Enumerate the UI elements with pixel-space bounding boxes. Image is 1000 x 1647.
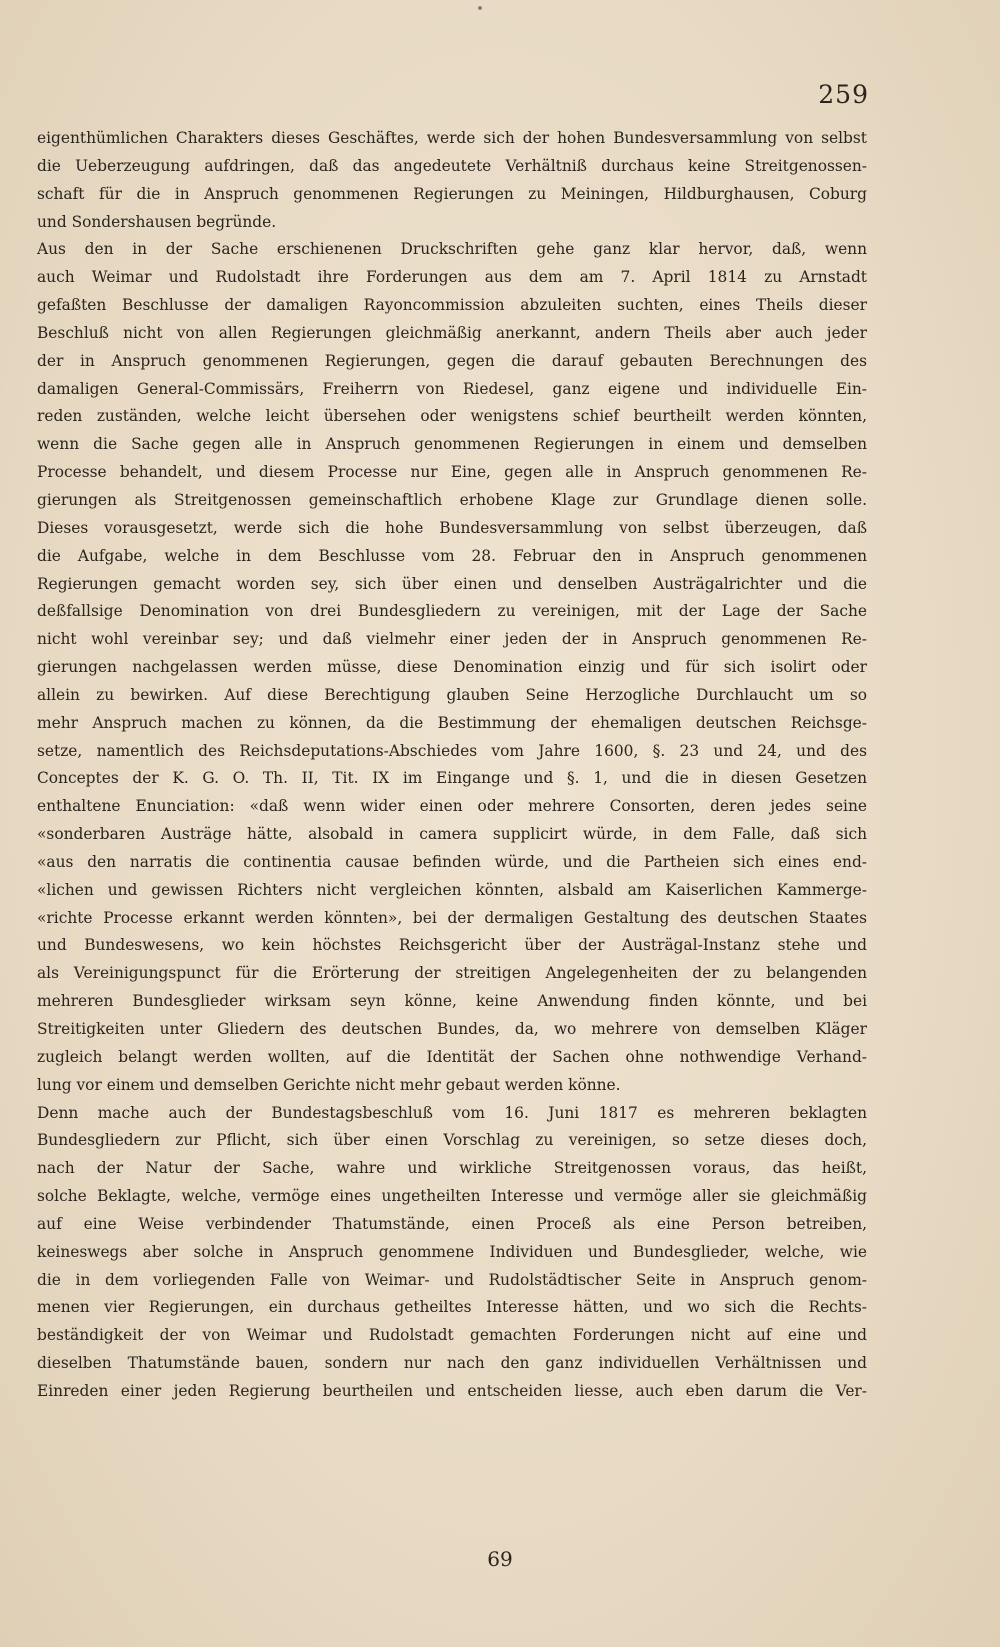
paper-speck: [478, 6, 482, 10]
text-line: mehr Anspruch machen zu können, da die Bestimmung der ehemaligen deutschen Reichsge-: [37, 713, 867, 732]
text-line: als Vereinigungspunct für die Erörterung der streitigen Angelegenheiten der zu belangenden: [37, 964, 867, 983]
text-line: «lichen und gewissen Richters nicht vergleichen könnten, alsbald am Kaiserlichen Kammerge-: [37, 880, 867, 899]
text-line: wenn die Sache gegen alle in Anspruch genommenen Regierungen in einem und demselben: [37, 435, 867, 454]
text-line: und Sondershausen begründe.: [37, 212, 277, 231]
text-line: schaft für die in Anspruch genommenen Regierungen zu Meiningen, Hildburghausen, Coburg: [37, 184, 867, 203]
text-line: solche Beklagte, welche, vermöge eines ungetheilten Interesse und vermöge aller sie gleichmäßig: [37, 1187, 867, 1206]
text-line: Conceptes der K. G. O. Th. II, Tit. IX im Eingange und §. 1, und die in diesen Gesetzen: [37, 769, 867, 788]
text-line: gefaßten Beschlusse der damaligen Rayoncommission abzuleiten suchten, eines Theils dieser: [37, 296, 867, 315]
text-line: Streitigkeiten unter Gliedern des deutschen Bundes, da, wo mehrere von demselben Kläger: [37, 1020, 867, 1038]
text-line: «richte Processe erkannt werden könnten», bei der dermaligen Gestaltung des deutschen Staates: [37, 908, 867, 927]
text-line: deßfallsige Denomination von drei Bundesgliedern zu vereinigen, mit der Lage der Sache: [37, 602, 867, 621]
text-line: Processe behandelt, und diesem Processe nur Eine, gegen alle in Anspruch genommenen Re-: [37, 463, 867, 482]
text-line: nach der Natur der Sache, wahre und wirkliche Streitgenossen voraus, das heißt,: [37, 1159, 867, 1178]
text-line: auf eine Weise verbindender Thatumstände, einen Proceß als eine Person betreiben,: [37, 1214, 867, 1233]
text-line: damaligen General-Commissärs, Freiherrn von Riedesel, ganz eigene und individuelle Ein-: [37, 379, 867, 398]
text-line: Aus den in der Sache erschienenen Druckschriften gehe ganz klar hervor, daß, wenn: [37, 240, 867, 259]
text-line: Denn mache auch der Bundestagsbeschluß vom 16. Juni 1817 es mehreren beklagten: [37, 1103, 867, 1122]
text-line: setze, namentlich des Reichsdeputations-Abschiedes vom Jahre 1600, §. 23 und 24, und des: [37, 741, 867, 760]
text-line: gierungen nachgelassen werden müsse, diese Denomination einzig und für sich isolirt oder: [37, 658, 867, 677]
text-line: Regierungen gemacht worden sey, sich über einen und denselben Austrägalrichter und die: [37, 574, 867, 593]
text-line: «aus den narratis die continentia causae befinden würde, und die Partheien sich eines end-: [37, 852, 867, 871]
signature-mark: 69: [487, 1547, 513, 1571]
text-line: menen vier Regierungen, ein durchaus getheiltes Interesse hätten, und wo sich die Rechts-: [37, 1298, 867, 1317]
text-line: keineswegs aber solche in Anspruch genommene Individuen und Bundesglieder, welche, wie: [37, 1242, 867, 1261]
text-line: lung vor einem und demselben Gerichte nicht mehr gebaut werden könne.: [37, 1075, 621, 1094]
text-line: «sonderbaren Austräge hätte, alsobald in camera supplicirt würde, in dem Falle, daß sich: [37, 825, 867, 844]
text-line: die in dem vorliegenden Falle von Weimar- und Rudolstädtischer Seite in Anspruch genom-: [37, 1270, 867, 1289]
text-line: die Aufgabe, welche in dem Beschlusse vom 28. Februar den in Anspruch genommenen: [37, 546, 867, 565]
text-line: eigenthümlichen Charakters dieses Geschäftes, werde sich der hohen Bundesversammlung von selbst: [37, 129, 867, 147]
text-line: Dieses vorausgesetzt, werde sich die hohe Bundesversammlung von selbst überzeugen, daß: [37, 518, 867, 537]
text-line: Beschluß nicht von allen Regierungen gleichmäßig anerkannt, andern Theils aber auch jeder: [37, 323, 867, 342]
text-line: nicht wohl vereinbar sey; und daß vielmehr einer jeden der in Anspruch genommenen Re-: [37, 630, 867, 649]
text-line: und Bundeswesens, wo kein höchstes Reichsgericht über der Austrägal-Instanz stehe und: [37, 936, 867, 955]
text-line: gierungen als Streitgenossen gemeinschaftlich erhobene Klage zur Grundlage dienen solle.: [37, 490, 867, 509]
text-line: allein zu bewirken. Auf diese Berechtigung glauben Seine Herzogliche Durchlaucht um so: [37, 685, 867, 704]
text-line: Bundesgliedern zur Pflicht, sich über einen Vorschlag zu vereinigen, so setze dieses doch,: [37, 1131, 867, 1150]
text-line: dieselben Thatumstände bauen, sondern nur nach den ganz individuellen Verhältnissen und: [37, 1354, 867, 1373]
text-line: beständigkeit der von Weimar und Rudolstadt gemachten Forderungen nicht auf eine und: [37, 1326, 867, 1345]
text-line: Einreden einer jeden Regierung beurtheilen und entscheiden liesse, auch eben darum die Ver-: [37, 1381, 867, 1400]
page-number: 259: [818, 80, 869, 109]
text-line: die Ueberzeugung aufdringen, daß das angedeutete Verhältniß durchaus keine Streitgenossen-: [37, 156, 867, 175]
text-line: auch Weimar und Rudolstadt ihre Forderungen aus dem am 7. April 1814 zu Arnstadt: [37, 268, 867, 287]
text-line: der in Anspruch genommenen Regierungen, gegen die darauf gebauten Berechnungen des: [37, 351, 867, 370]
text-line: zugleich belangt werden wollten, auf die Identität der Sachen ohne nothwendige Verhand-: [37, 1047, 867, 1066]
text-line: reden zuständen, welche leicht übersehen oder wenigstens schief beurtheilt werden könnten,: [37, 407, 867, 426]
text-line: enthaltene Enunciation: «daß wenn wider einen oder mehrere Consorten, deren jedes seine: [37, 797, 867, 816]
text-line: mehreren Bundesglieder wirksam seyn könne, keine Anwendung finden könnte, und bei: [37, 992, 867, 1011]
body-text: [37, 125, 867, 1406]
